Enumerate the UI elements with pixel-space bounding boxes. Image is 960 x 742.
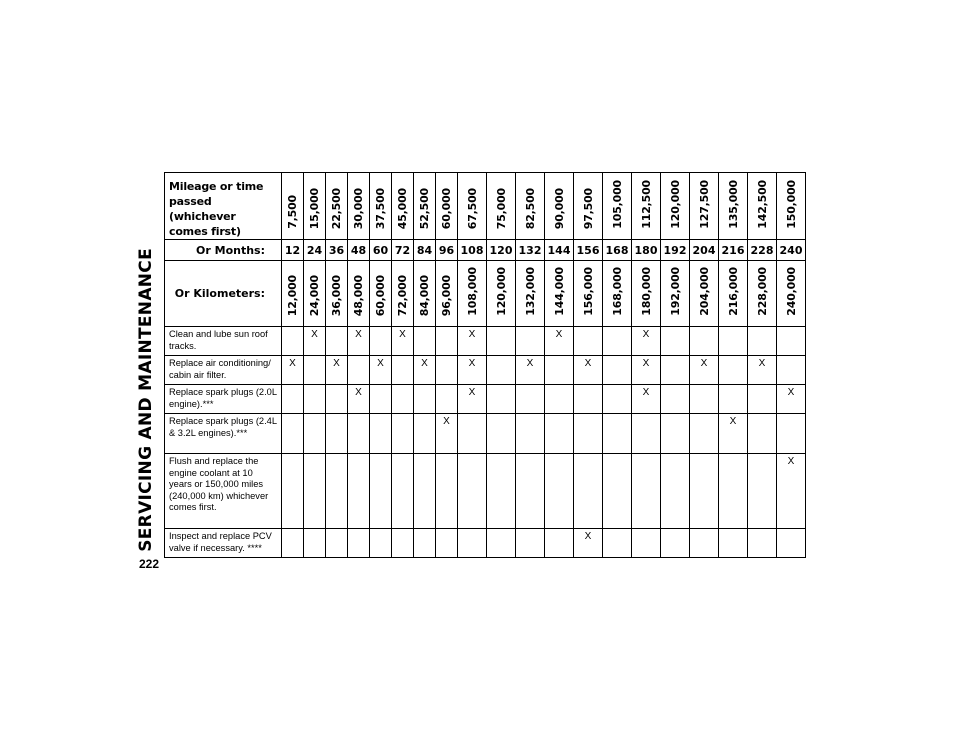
service-mark-cell <box>603 385 632 414</box>
mileage-label: Mileage or time passed (whichever comes first) <box>165 173 282 240</box>
months-cell: 12 <box>282 240 304 261</box>
mileage-value: 7,500 <box>286 195 299 229</box>
section-title: SERVICING AND MAINTENANCE <box>136 248 156 552</box>
kilometers-value: 12,000 <box>286 274 299 316</box>
service-mark-cell: X <box>777 454 806 529</box>
service-mark-cell <box>326 454 348 529</box>
service-mark-cell <box>777 414 806 454</box>
service-mark-cell <box>458 454 487 529</box>
service-mark-cell <box>487 414 516 454</box>
kilometers-cell <box>436 261 458 327</box>
kilometers-cell <box>282 261 304 327</box>
months-cell: 24 <box>304 240 326 261</box>
mileage-header-cell <box>370 173 392 240</box>
service-mark-cell <box>326 385 348 414</box>
service-mark-cell: X <box>370 356 392 385</box>
service-mark-cell <box>603 529 632 558</box>
service-mark-cell <box>748 414 777 454</box>
kilometers-cell <box>326 261 348 327</box>
months-cell: 60 <box>370 240 392 261</box>
service-mark-cell <box>392 385 414 414</box>
service-mark-cell <box>392 529 414 558</box>
kilometers-value: 84,000 <box>418 274 431 316</box>
mileage-header-cell <box>748 173 777 240</box>
kilometers-value: 36,000 <box>330 274 343 316</box>
service-mark-cell <box>661 327 690 356</box>
kilometers-cell <box>632 261 661 327</box>
service-mark-cell <box>436 385 458 414</box>
mileage-header-cell <box>414 173 436 240</box>
service-mark-cell <box>487 529 516 558</box>
mileage-value: 60,000 <box>440 187 453 229</box>
mileage-value: 15,000 <box>308 187 321 229</box>
service-mark-cell <box>545 414 574 454</box>
mileage-header-cell <box>545 173 574 240</box>
service-mark-cell <box>719 327 748 356</box>
service-mark-cell <box>516 529 545 558</box>
kilometers-value: 24,000 <box>308 274 321 316</box>
service-mark-cell <box>414 327 436 356</box>
mileage-header-cell <box>516 173 545 240</box>
service-mark-cell: X <box>574 356 603 385</box>
service-mark-cell <box>748 454 777 529</box>
service-mark-cell <box>632 414 661 454</box>
service-mark-cell <box>487 356 516 385</box>
months-cell: 204 <box>690 240 719 261</box>
service-mark-cell <box>574 454 603 529</box>
service-mark-cell: X <box>414 356 436 385</box>
service-mark-cell: X <box>690 356 719 385</box>
service-mark-cell <box>436 327 458 356</box>
service-mark-cell <box>304 385 326 414</box>
service-mark-cell <box>748 327 777 356</box>
service-mark-cell <box>436 356 458 385</box>
mileage-value: 82,500 <box>523 187 537 229</box>
kilometers-value: 72,000 <box>396 274 409 316</box>
service-mark-cell: X <box>777 385 806 414</box>
mileage-value: 22,500 <box>330 187 343 229</box>
mileage-header-cell <box>304 173 326 240</box>
service-mark-cell: X <box>304 327 326 356</box>
service-mark-cell: X <box>282 356 304 385</box>
mileage-value: 112,500 <box>639 180 653 229</box>
service-mark-cell <box>574 327 603 356</box>
months-cell: 228 <box>748 240 777 261</box>
mileage-value: 135,000 <box>726 180 740 229</box>
months-row <box>165 240 806 261</box>
maintenance-schedule-table <box>164 172 806 558</box>
mileage-header-row <box>165 173 806 240</box>
months-cell: 168 <box>603 240 632 261</box>
service-mark-cell <box>603 454 632 529</box>
service-mark-cell <box>326 414 348 454</box>
service-mark-cell <box>516 385 545 414</box>
mileage-header-cell <box>487 173 516 240</box>
kilometers-value: 156,000 <box>581 267 595 316</box>
service-mark-cell: X <box>632 385 661 414</box>
kilometers-value: 120,000 <box>494 267 508 316</box>
service-mark-cell <box>348 414 370 454</box>
service-mark-cell <box>392 454 414 529</box>
mileage-header-cell <box>777 173 806 240</box>
service-mark-cell <box>661 385 690 414</box>
service-mark-cell <box>392 414 414 454</box>
service-mark-cell: X <box>348 385 370 414</box>
mileage-header-cell <box>661 173 690 240</box>
mileage-value: 97,500 <box>581 187 595 229</box>
service-row <box>165 454 806 529</box>
service-mark-cell <box>304 529 326 558</box>
service-mark-cell: X <box>392 327 414 356</box>
service-mark-cell <box>516 414 545 454</box>
service-mark-cell <box>690 385 719 414</box>
service-mark-cell <box>574 385 603 414</box>
service-mark-cell <box>719 454 748 529</box>
service-mark-cell <box>661 356 690 385</box>
kilometers-value: 168,000 <box>610 267 624 316</box>
mileage-value: 105,000 <box>610 180 624 229</box>
service-mark-cell: X <box>748 356 777 385</box>
mileage-value: 75,000 <box>494 187 508 229</box>
mileage-value: 52,500 <box>418 187 431 229</box>
service-row <box>165 529 806 558</box>
months-cell: 84 <box>414 240 436 261</box>
kilometers-cell <box>748 261 777 327</box>
mileage-header-cell <box>436 173 458 240</box>
service-mark-cell <box>487 454 516 529</box>
kilometers-cell <box>304 261 326 327</box>
service-label: Replace air conditioning/ cabin air filter. <box>165 356 282 385</box>
service-mark-cell <box>603 414 632 454</box>
service-mark-cell <box>414 529 436 558</box>
mileage-value: 150,000 <box>784 180 798 229</box>
kilometers-cell <box>661 261 690 327</box>
mileage-header-cell <box>392 173 414 240</box>
mileage-value: 37,500 <box>374 187 387 229</box>
mileage-header-cell <box>348 173 370 240</box>
kilometers-value: 228,000 <box>755 267 769 316</box>
service-mark-cell <box>304 454 326 529</box>
service-mark-cell <box>282 529 304 558</box>
service-mark-cell <box>370 414 392 454</box>
service-mark-cell <box>282 327 304 356</box>
mileage-value: 142,500 <box>755 180 769 229</box>
service-mark-cell <box>348 454 370 529</box>
service-mark-cell <box>458 529 487 558</box>
kilometers-value: 132,000 <box>523 267 537 316</box>
months-cell: 156 <box>574 240 603 261</box>
months-cell: 216 <box>719 240 748 261</box>
service-mark-cell <box>458 414 487 454</box>
kilometers-row <box>165 261 806 327</box>
kilometers-cell <box>545 261 574 327</box>
service-mark-cell <box>370 454 392 529</box>
service-mark-cell <box>545 454 574 529</box>
kilometers-cell <box>414 261 436 327</box>
service-row <box>165 385 806 414</box>
service-mark-cell: X <box>516 356 545 385</box>
kilometers-cell <box>516 261 545 327</box>
service-mark-cell: X <box>326 356 348 385</box>
kilometers-value: 96,000 <box>440 274 453 316</box>
service-mark-cell <box>348 529 370 558</box>
service-mark-cell <box>370 385 392 414</box>
service-label: Clean and lube sun roof tracks. <box>165 327 282 356</box>
months-cell: 192 <box>661 240 690 261</box>
service-mark-cell <box>719 529 748 558</box>
mileage-header-cell <box>326 173 348 240</box>
mileage-value: 30,000 <box>352 187 365 229</box>
months-cell: 108 <box>458 240 487 261</box>
service-mark-cell <box>719 385 748 414</box>
service-mark-cell <box>487 327 516 356</box>
service-mark-cell <box>690 454 719 529</box>
mileage-header-cell <box>603 173 632 240</box>
months-cell: 96 <box>436 240 458 261</box>
service-mark-cell <box>304 414 326 454</box>
mileage-header-cell <box>574 173 603 240</box>
months-cell: 120 <box>487 240 516 261</box>
service-mark-cell <box>326 529 348 558</box>
service-label: Flush and replace the engine coolant at 10 years or 150,000 miles (240,000 km) whichever comes first. <box>165 454 282 529</box>
service-row <box>165 414 806 454</box>
service-mark-cell <box>777 356 806 385</box>
kilometers-value: 48,000 <box>352 274 365 316</box>
service-mark-cell <box>603 356 632 385</box>
service-label: Inspect and replace PCV valve if necessary. **** <box>165 529 282 558</box>
months-cell: 240 <box>777 240 806 261</box>
kilometers-cell <box>370 261 392 327</box>
months-cell: 48 <box>348 240 370 261</box>
service-mark-cell <box>414 385 436 414</box>
service-mark-cell <box>436 529 458 558</box>
service-mark-cell: X <box>458 356 487 385</box>
kilometers-cell <box>777 261 806 327</box>
service-mark-cell <box>574 414 603 454</box>
service-mark-cell <box>282 385 304 414</box>
service-mark-cell: X <box>436 414 458 454</box>
service-mark-cell <box>487 385 516 414</box>
mileage-value: 45,000 <box>396 187 409 229</box>
months-cell: 180 <box>632 240 661 261</box>
mileage-header-cell <box>282 173 304 240</box>
service-mark-cell <box>282 454 304 529</box>
kilometers-value: 60,000 <box>374 274 387 316</box>
kilometers-cell <box>690 261 719 327</box>
mileage-header-cell <box>690 173 719 240</box>
months-cell: 72 <box>392 240 414 261</box>
kilometers-value: 180,000 <box>639 267 653 316</box>
service-label: Replace spark plugs (2.4L & 3.2L engines).*** <box>165 414 282 454</box>
service-mark-cell <box>690 327 719 356</box>
mileage-value: 127,500 <box>697 180 711 229</box>
service-mark-cell <box>370 327 392 356</box>
kilometers-cell <box>392 261 414 327</box>
months-label: Or Months: <box>165 240 282 261</box>
service-row <box>165 327 806 356</box>
kilometers-cell <box>603 261 632 327</box>
service-mark-cell: X <box>719 414 748 454</box>
kilometers-value: 240,000 <box>784 267 798 316</box>
service-mark-cell <box>516 327 545 356</box>
mileage-value: 67,500 <box>465 187 479 229</box>
kilometers-label: Or Kilometers: <box>165 261 282 327</box>
service-mark-cell <box>414 454 436 529</box>
service-mark-cell <box>392 356 414 385</box>
kilometers-value: 192,000 <box>668 267 682 316</box>
service-mark-cell <box>690 414 719 454</box>
kilometers-cell <box>719 261 748 327</box>
service-mark-cell <box>777 327 806 356</box>
service-mark-cell: X <box>458 327 487 356</box>
service-mark-cell <box>545 356 574 385</box>
service-mark-cell: X <box>458 385 487 414</box>
service-mark-cell <box>777 529 806 558</box>
service-mark-cell <box>661 529 690 558</box>
service-mark-cell <box>748 385 777 414</box>
kilometers-value: 144,000 <box>552 267 566 316</box>
service-mark-cell <box>516 454 545 529</box>
service-mark-cell <box>690 529 719 558</box>
service-mark-cell <box>545 529 574 558</box>
mileage-header-cell <box>458 173 487 240</box>
page-number: 222 <box>139 557 160 571</box>
service-mark-cell <box>632 454 661 529</box>
service-mark-cell: X <box>632 356 661 385</box>
service-mark-cell: X <box>545 327 574 356</box>
kilometers-cell <box>458 261 487 327</box>
kilometers-cell <box>574 261 603 327</box>
service-mark-cell <box>326 327 348 356</box>
service-mark-cell <box>304 356 326 385</box>
service-row <box>165 356 806 385</box>
service-mark-cell <box>282 414 304 454</box>
service-mark-cell <box>603 327 632 356</box>
service-mark-cell <box>348 356 370 385</box>
months-cell: 132 <box>516 240 545 261</box>
mileage-header-cell <box>632 173 661 240</box>
kilometers-value: 216,000 <box>726 267 740 316</box>
service-mark-cell <box>719 356 748 385</box>
mileage-value: 90,000 <box>552 187 566 229</box>
kilometers-cell <box>487 261 516 327</box>
service-mark-cell: X <box>574 529 603 558</box>
service-mark-cell <box>632 529 661 558</box>
service-mark-cell <box>545 385 574 414</box>
service-mark-cell <box>370 529 392 558</box>
mileage-value: 120,000 <box>668 180 682 229</box>
service-mark-cell <box>748 529 777 558</box>
months-cell: 144 <box>545 240 574 261</box>
service-mark-cell <box>436 454 458 529</box>
months-cell: 36 <box>326 240 348 261</box>
kilometers-cell <box>348 261 370 327</box>
service-mark-cell: X <box>348 327 370 356</box>
kilometers-value: 204,000 <box>697 267 711 316</box>
kilometers-value: 108,000 <box>465 267 479 316</box>
mileage-header-cell <box>719 173 748 240</box>
service-mark-cell <box>661 454 690 529</box>
service-mark-cell <box>414 414 436 454</box>
service-mark-cell <box>661 414 690 454</box>
service-label: Replace spark plugs (2.0L engine).*** <box>165 385 282 414</box>
service-mark-cell: X <box>632 327 661 356</box>
